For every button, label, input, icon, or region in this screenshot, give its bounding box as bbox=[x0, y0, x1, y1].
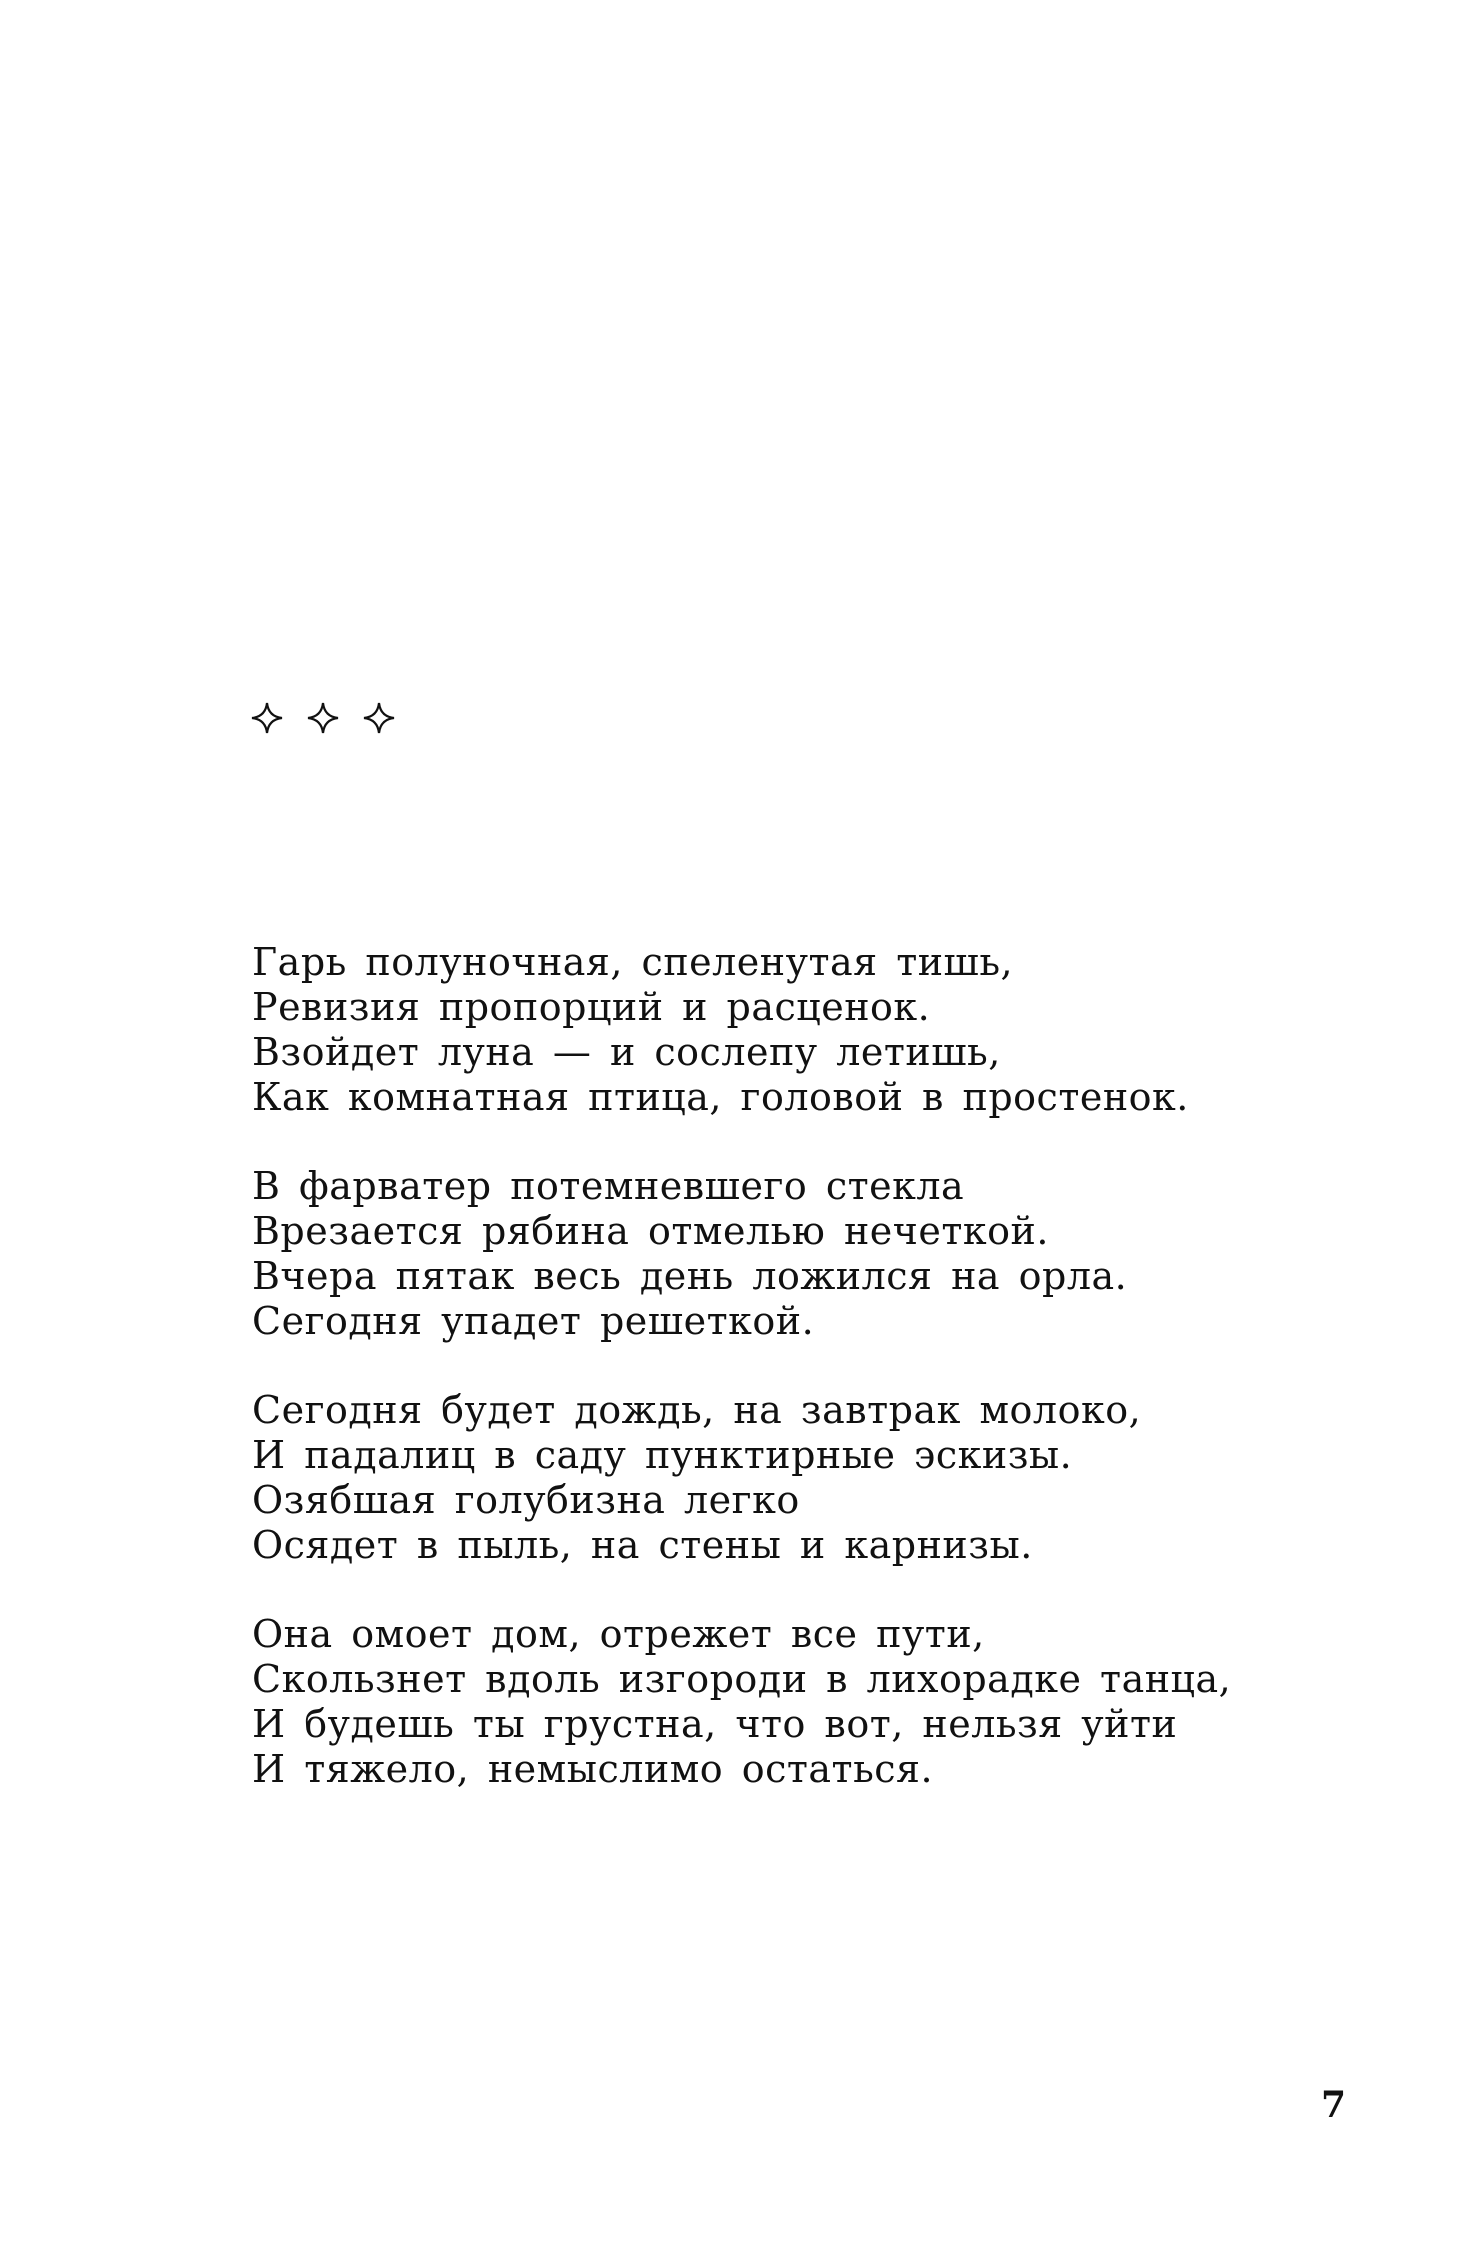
four-pointed-star-icon bbox=[306, 701, 340, 735]
stanza-4 bbox=[252, 1612, 1402, 1792]
poem-line: Скользнет вдоль изгороди в лихорадке танца, bbox=[252, 1657, 1232, 1701]
stanza-3 bbox=[252, 1388, 1402, 1568]
poem-line: Она омоет дом, отрежет все пути, bbox=[252, 1612, 985, 1656]
poem-line: Врезается рябина отмелью нечеткой. bbox=[252, 1209, 1049, 1253]
poem-line: Взойдет луна — и сослепу летишь, bbox=[252, 1030, 1001, 1074]
poem-line: Гарь полуночная, спеленутая тишь, bbox=[252, 940, 1014, 984]
poem-line: Ревизия пропорций и расценок. bbox=[252, 985, 931, 1029]
poem-body bbox=[252, 940, 1402, 1836]
poem-line: Осядет в пыль, на стены и карнизы. bbox=[252, 1523, 1033, 1567]
poem-line: И будешь ты грустна, что вот, нельзя уйти bbox=[252, 1702, 1178, 1746]
poem-line: В фарватер потемневшего стекла bbox=[252, 1164, 965, 1208]
poem-line: Сегодня будет дождь, на завтрак молоко, bbox=[252, 1388, 1142, 1432]
page-number: 7 bbox=[1320, 2084, 1346, 2126]
poem-line: Озябшая голубизна легко bbox=[252, 1478, 800, 1522]
stanza-1 bbox=[252, 940, 1402, 1120]
poem-line: Как комнатная птица, головой в простенок. bbox=[252, 1075, 1189, 1119]
four-pointed-star-icon bbox=[250, 701, 284, 735]
poem-line: И тяжело, немыслимо остаться. bbox=[252, 1747, 934, 1791]
poem-line: Вчера пятак весь день ложился на орла. bbox=[252, 1254, 1128, 1298]
asterism-ornament bbox=[250, 700, 396, 736]
poem-line: Сегодня упадет решеткой. bbox=[252, 1299, 815, 1343]
four-pointed-star-icon bbox=[362, 701, 396, 735]
poem-line: И падалиц в саду пунктирные эскизы. bbox=[252, 1433, 1073, 1477]
stanza-2 bbox=[252, 1164, 1402, 1344]
